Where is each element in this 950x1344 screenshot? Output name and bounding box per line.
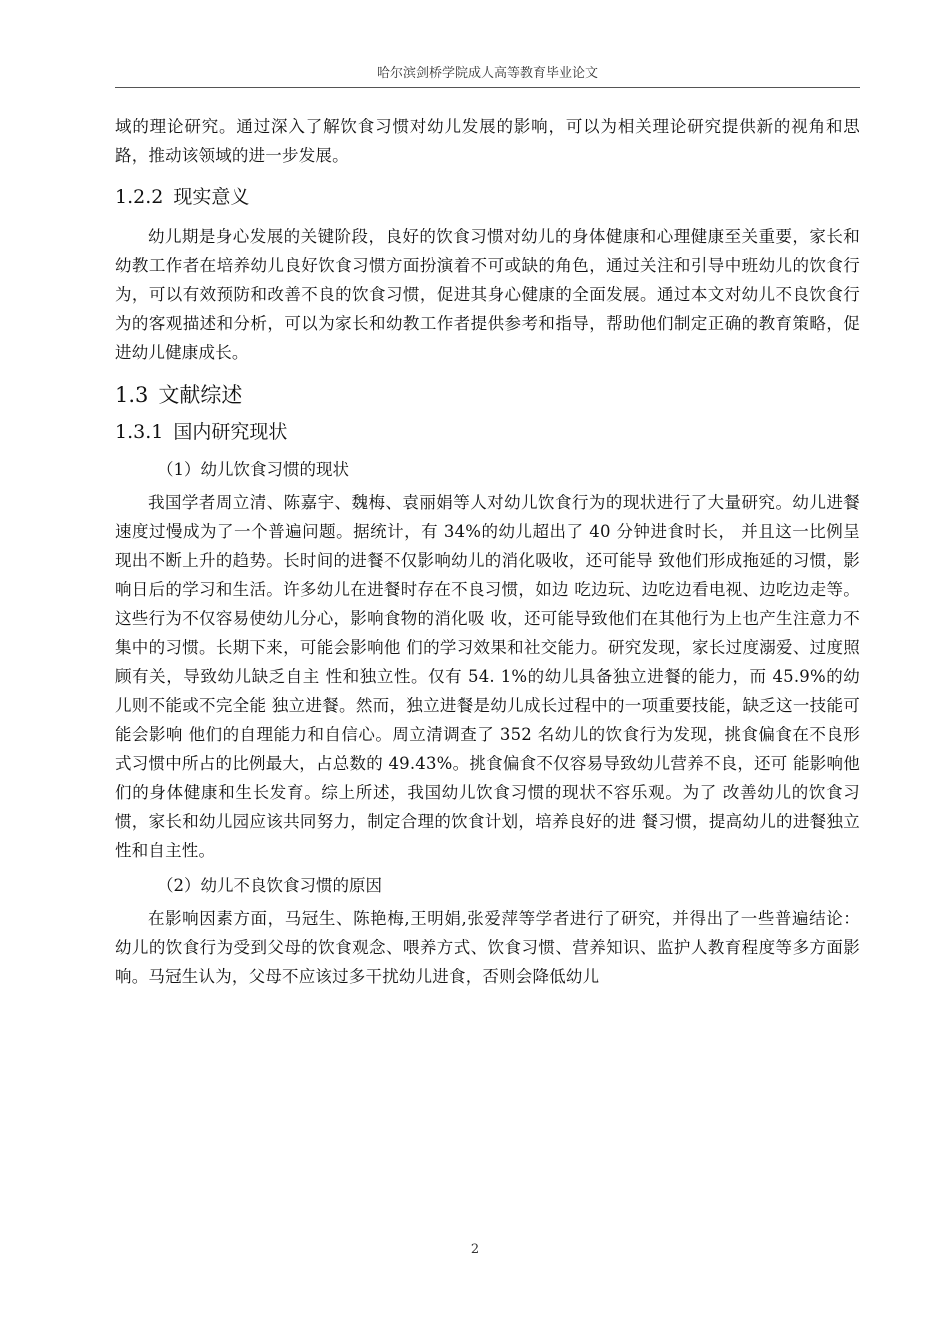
page-number: 2 [470, 1242, 480, 1257]
heading-1-2-2 [115, 182, 860, 212]
heading-number: 1.2.2 [115, 186, 164, 208]
heading-text: 国内研究现状 [173, 421, 288, 443]
list-item-2: （2）幼儿不良饮食习惯的原因 [157, 876, 382, 895]
heading-1-3-1 [115, 417, 860, 447]
heading-1-3 [115, 379, 860, 411]
paragraph-practical-significance: 幼儿期是身心发展的关键阶段，良好的饮食习惯对幼儿的身体健康和心理健康至关重要，家长和幼教工作者在培养幼儿良好饮食习惯方面扮演着不可或缺的角色，通过关注和引导中班幼儿的饮食行为，可以有效预防和改善不良的饮食习惯，促进其身心健康的全面发展。通过本文对幼儿不良饮食行为的客观描述和分析，可以为家长和幼教工作者提供参考和指导，帮助他们制定正确的教育策略，促进幼儿健康成长。 [115, 227, 860, 362]
heading-text: 文献综述 [158, 383, 243, 407]
paragraph-current-status: 我国学者周立清、陈嘉宇、魏梅、袁丽娟等人对幼儿饮食行为的现状进行了大量研究。幼儿进餐速度过慢成为了一个普遍问题。据统计，有 34%的幼儿超出了 40 分钟进食时长， 并且这一比例呈现出不断上升的趋势。长时间的进餐不仅影响幼儿的消化吸收，还可能导 致他们形成拖延的习惯，影响日后的学习和生活。许多幼儿在进餐时存在不良习惯，如边 吃边玩、边吃边看电视、边吃边走等。这些行为不仅容易使幼儿分心，影响食物的消化吸 收，还可能导致他们在其他行为上也产生注意力不集中的习惯。长期下来，可能会影响他 们的学习效果和社交能力。研究发现，家长过度溺爱、过度照顾有关，导致幼儿缺乏自主 性和独立性。仅有 54. 1%的幼儿具备独立进餐的能力，而 45.9%的幼儿则不能或不完全能 独立进餐。然而，独立进餐是幼儿成长过程中的一项重要技能，缺乏这一技能可能会影响 他们的自理能力和自信心。周立清调查了 352 名幼儿的饮食行为发现，挑食偏食在不良形 式习惯中所占的比例最大，占总数的 49.43%。挑食偏食不仅容易导致幼儿营养不良，还可 能影响他们的身体健康和生长发育。综上所述，我国幼儿饮食习惯的现状不容乐观。为了 改善幼儿的饮食习惯，家长和幼儿园应该共同努力，制定合理的饮食计划，培养良好的进 餐习惯，提高幼儿的进餐独立性和自主性。 [115, 493, 860, 860]
heading-text: 现实意义 [173, 186, 250, 208]
paragraph-continuation: 域的理论研究。通过深入了解饮食习惯对幼儿发展的影响，可以为相关理论研究提供新的视角和思路，推动该领域的进一步发展。 [115, 117, 860, 165]
heading-number: 1.3 [115, 383, 149, 407]
list-item-1: （1）幼儿饮食习惯的现状 [157, 460, 349, 479]
paragraph-causes: 在影响因素方面，马冠生、陈艳梅,王明娟,张爱萍等学者进行了研究，并得出了一些普遍结论：幼儿的饮食行为受到父母的饮食观念、喂养方式、饮食习惯、营养知识、监护人教育程度等多方面影响。马冠生认为，父母不应该过多干扰幼儿进食，否则会降低幼儿 [115, 909, 860, 986]
document-body [115, 112, 860, 991]
heading-number: 1.3.1 [115, 421, 164, 443]
page-header [115, 62, 860, 88]
header-title: 哈尔滨剑桥学院成人高等教育毕业论文 [376, 66, 598, 81]
